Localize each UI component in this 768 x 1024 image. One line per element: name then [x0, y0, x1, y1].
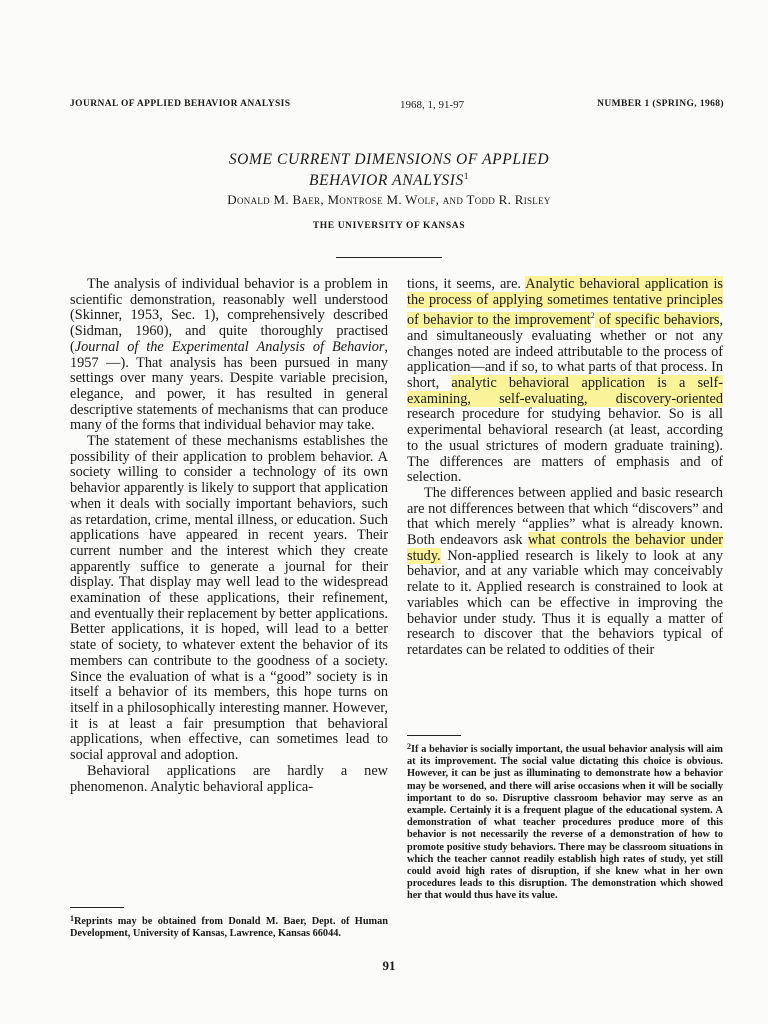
paragraph: Behavioral applications are hardly a new phenomenon. Analytic behavioral applica-: [70, 762, 388, 795]
highlight: of specific behaviors: [594, 312, 720, 329]
text-run: The differences between applied and basic research are not differences between that which “discovers” and that which merely “applies” what is already known. Both endeavors ask: [407, 484, 723, 549]
title-footnote-mark: 1: [463, 171, 469, 181]
footnote-2: [407, 741, 723, 903]
title-rule: [336, 257, 442, 258]
footnote-ref: 2: [590, 311, 595, 321]
footnote-rule: [407, 735, 461, 736]
footnote-text: If a behavior is socially important, the usual behavior analysis will aim at its improvement. The social value dictating this choice is obvious. However, it can be just as illuminating to demonstrate how a behavior may be worsened, and there will arise occasions when it will be socially important to do so. Disruptive classroom behavior may serve as an example. Certainly it is a frequent plague of the educational system. A demonstration of what teacher procedures produce more of this behavior is not necessarily the reverse of a demonstration of how to promote positive study behaviors. There may be classroom situations in which the teacher cannot readily establish high rates of study, yet still could avoid high rates of disruption, if she knew what in her own procedures leads to this disruption. The demonstration which showed her that would thus have its value.: [407, 744, 723, 902]
paragraph: The statement of these mechanisms establishes the possibility of their application to problem behavior. A society willing to consider a technology of its own behavior apparently is likely to support that application when it deals with socially important behaviors, such as retardation, crime, mental illness, or education. Such applications have appeared in recent years. Their current number and the interest which they create apparently suffice to generate a journal for their display. That display may well lead to the widespread examination of these applications, their refinement, and eventually their replacement by better applications. Better applications, it is hoped, will lead to a better state of society, to whatever extent the behavior of its members can contribute to the goodness of a society. Since the evaluation of what is a “good” society is in itself a behavior of its members, this hope turns on itself in a philosophically interesting manner. However, it is at least a fair presumption that behavioral applications, when effective, can sometimes lead to social approval and adoption.: [70, 433, 388, 764]
page-number: 91: [382, 958, 396, 973]
text-run: tions, it seems, are.: [407, 276, 526, 292]
citation: 1968, 1, 91-97: [400, 99, 465, 111]
left-column: [70, 277, 388, 795]
issue-label: NUMBER 1 (SPRING, 1968): [597, 99, 724, 109]
paragraph: [407, 486, 723, 659]
paragraph: [70, 277, 388, 434]
footnote-mark: 2: [407, 742, 411, 751]
paragraph: [407, 277, 723, 486]
title-line-2-text: BEHAVIOR ANALYSIS: [309, 172, 464, 190]
text-run: Non-applied research is likely to look at any behavior, and at any variable which may conceivably relate to it. Applied research is constrained to look at variables which can be effective in improving the behavior under study. Thus it is equally a matter of research to discover that the behaviors typical of retardates can be related to oddities of their: [407, 547, 723, 658]
text-run: The analysis of individual behavior is a problem in scientific demonstration, reasonably well understood (Skinner, 1953, Sec. 1), comprehensively described (Sidman, 1960), and quite thoroughly practised (: [70, 276, 388, 355]
right-column: [407, 277, 723, 659]
title-line-2: [70, 168, 708, 189]
highlight: what controls the behavior under study.: [407, 532, 724, 564]
affiliation: THE UNIVERSITY OF KANSAS: [312, 221, 466, 231]
journal-citation: Journal of the Experimental Analysis of Behavior: [74, 338, 385, 355]
footnote-mark: 1: [70, 914, 74, 923]
highlight: analytic behavioral application is a self-examining, self-evaluating, discovery-oriented: [407, 374, 724, 407]
footnote-rule: [70, 907, 124, 908]
title-line-1: SOME CURRENT DIMENSIONS OF APPLIED: [228, 151, 550, 168]
text-run: , 1957 —). That analysis has been pursued in many settings over many years. Despite variable precision, elegance, and power, it has resulted in general descriptive statements of mechanisms that can produce many of the forms that individual behavior may take.: [70, 338, 388, 434]
text-run: research procedure for studying behavior. So is all experimental behavioral research (at least, according to the usual strictures of modern graduate training). The differences are matters of emphasis and of selection.: [407, 406, 723, 486]
running-head: [70, 99, 724, 113]
text-run: , and simultaneously evaluating whether or not any changes noted are indeed attributable to the process of application—and if so, to what parts of that process. In short,: [407, 312, 723, 391]
highlight: Analytic behavioral application is the process of applying sometimes tentative principles of behavior to the improvement: [407, 276, 723, 329]
journal-name: JOURNAL OF APPLIED BEHAVIOR ANALYSIS: [70, 99, 291, 109]
authors: Donald M. Baer, Montrose M. Wolf, and Todd R. Risley: [227, 192, 551, 207]
article-title: [70, 151, 708, 189]
footnote-text: Reprints may be obtained from Donald M. Baer, Dept. of Human Development, University of Kansas, Lawrence, Kansas 66044.: [70, 916, 388, 940]
footnote-1: [70, 913, 388, 940]
